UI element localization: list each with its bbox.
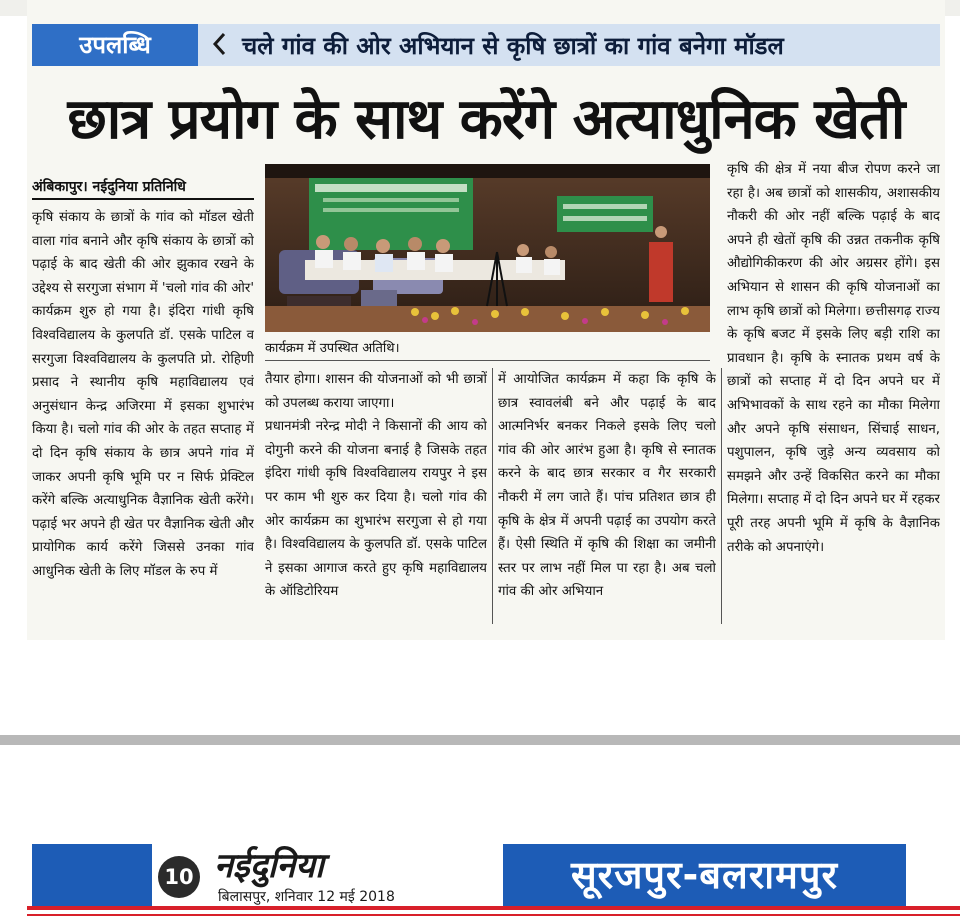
article-column-3: में आयोजित कार्यक्रम में कहा कि कृषि के छात्र स्वावलंबी बने और पढ़ाई के बाद आत्मनिर्भर बनकर निकले इसके लिए चलो गांव की ओर आरंभ हुआ है। कृषि से स्नातक करने के बाद छात्र सरकार व गैर सरकारी नौकरी में लग जाते हैं। पांच प्रतिशत छात्र ही कृषि के क्षेत्र में अपनी पढ़ाई का उपयोग करते हैं। ऐसी स्थिति में कृषि की शिक्षा का जमीनी स्तर पर लाभ नहीं मिल पा रहा है। अब चलो गांव की ओर अभियान	[498, 372, 716, 600]
column-rule	[721, 368, 722, 624]
photo-caption: कार्यक्रम में उपस्थित अतिथि।	[265, 338, 710, 361]
masthead-red-rule	[27, 906, 960, 910]
issue-dateline: बिलासपुर, शनिवार 12 मई 2018	[218, 889, 395, 905]
masthead-blue-bar	[32, 844, 152, 906]
event-photo	[265, 164, 710, 332]
kicker-band	[32, 24, 940, 66]
article-column-2: तैयार होगा। शासन की योजनाओं को भी छात्रों को उपलब्ध कराया जाएगा। प्रधानमंत्री नरेन्द्र मोदी ने किसानों की आय को दोगुनी करने की योजना बनाई है जिसके तहत इंदिरा गांधी कृषि विश्वविद्यालय रायपुर ने इस पर काम भी शुरु कर दिया है। चलो गांव की ओर कार्यक्रम का शुभारंभ सरगुजा से हो गया है। विश्वविद्यालय के कुलपति डॉ. एसके पाटिल ने इसका आगाज करते हुए कृषि महाविद्यालय के ऑडिटोरियम	[265, 372, 487, 600]
chevron-left-icon	[212, 32, 226, 56]
page-number-badge: 10	[158, 856, 200, 898]
kicker-tag: उपलब्धि	[32, 24, 198, 66]
masthead-thin-rule	[27, 914, 960, 916]
article-column-4: कृषि की क्षेत्र में नया बीज रोपण करने जा रहा है। अब छात्रों को शासकीय, अशासकीय नौकरी की ओर नहीं बल्कि पढ़ाई के बाद अपने ही खेतों कृषि की उन्नत तकनीक कृषि औद्योगिकीकरण की ओर अग्रसर होंगे। इस अभियान से शासन की कृषि योजनाओं का लाभ कृषि छात्रों को मिलेगा। छत्तीसगढ़ राज्य के कृषि बजट में इसके लिए बड़ी राशि का प्रावधान है। कृषि के स्नातक प्रथम वर्ष के छात्रों को सप्ताह में दो दिन अपने घर में अभिभावकों के साथ रहने का मौका मिलेगा और अपने कृषि संसाधन, सिंचाई साधन, पशुपालन, कृषि जुड़े अन्य व्यवसाय को समझने और उन्हें विकसित करने का मौका मिलेगा। सप्ताह में दो दिन अपने घर में रहकर पूरी तरह अपनी भूमि में कृषि के वैज्ञानिक तरीके को अपनाएंगे।	[727, 162, 940, 555]
article-column-1: कृषि संकाय के छात्रों के गांव को मॉडल खेती वाला गांव बनाने और कृषि संकाय के छात्रों को पढ़ाई के बाद खेती की ओर झुकाव रखने के उद्देश्य से सरगुजा संभाग में 'चलो गांव की ओर' कार्यक्रम शुरु हो गया है। इंदिरा गांधी कृषि विश्वविद्यालय के कुलपति डॉ. एसके पाटिल व सरगुजा विश्वविद्यालय के कुलपति प्रो. रोहिणी प्रसाद ने स्थानीय कृषि महाविद्यालय एवं अनुसंधान केन्द्र अजिरमा में इसका शुभारंभ किया है। चलो गांव की ओर के तहत सप्ताह में दो दिन कृषि संकाय के छात्र अपने गांव में जाकर अपनी कृषि भूमि पर न सिर्फ प्रेक्टिल करेंगे बल्कि अत्याधुनिक वैज्ञानिक खेती करेंगे। पढ़ाई भर अपने ही खेत पर वैज्ञानिक खेती और प्रायोगिक कार्य करेंगे जिससे उनका गांव आधुनिक खेती के लिए मॉडल के रुप में	[32, 210, 254, 579]
article-dateline: अंबिकापुर। नईदुनिया प्रतिनिधि	[32, 176, 254, 200]
event-photo-illustration	[265, 164, 710, 332]
newspaper-brand: नईदुनिया	[214, 846, 324, 886]
kicker-title: चले गांव की ओर अभियान से कृषि छात्रों का गांव बनेगा मॉडल	[242, 32, 784, 60]
section-divider	[0, 735, 960, 745]
region-banner: सूरजपुर-बलरामपुर	[503, 844, 906, 906]
article-headline: छात्र प्रयोग के साथ करेंगे अत्याधुनिक खेती	[67, 86, 905, 152]
column-rule	[492, 368, 493, 624]
